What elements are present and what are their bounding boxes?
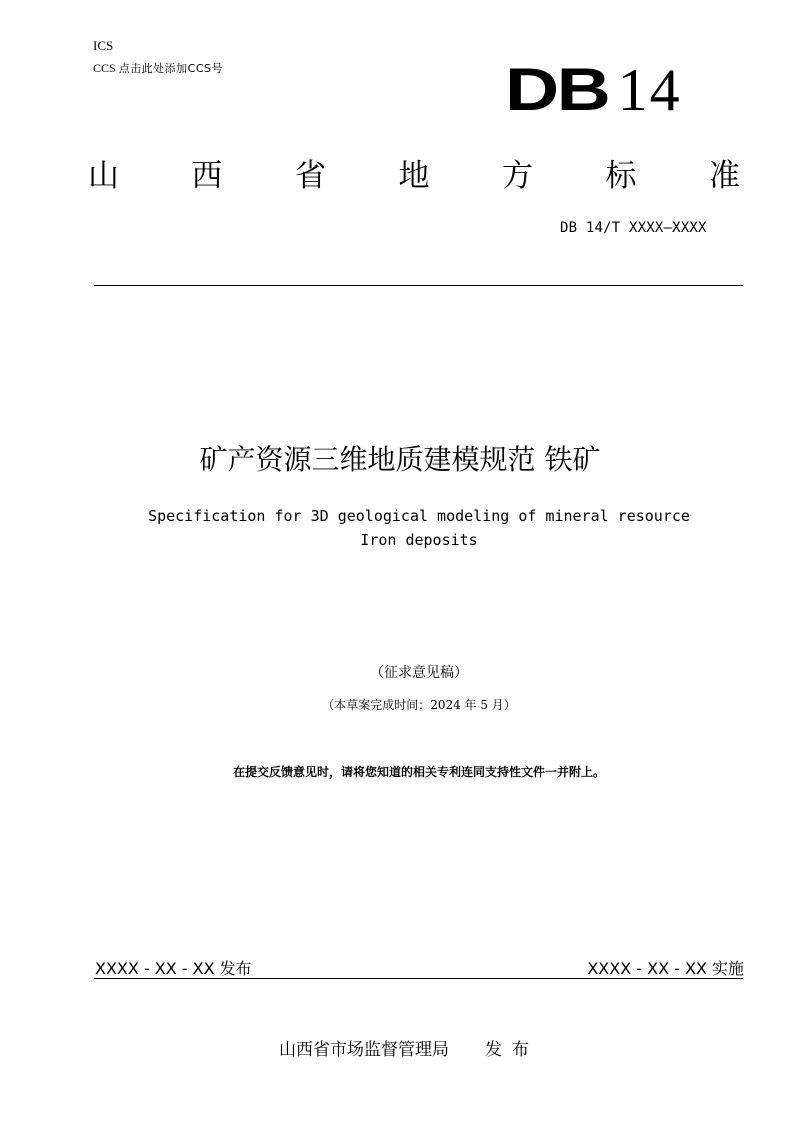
standard-title-char: 方 bbox=[502, 158, 533, 194]
standard-title-char: 山 bbox=[88, 158, 119, 194]
top-divider bbox=[94, 285, 743, 286]
standard-code: DB 14/T XXXX—XXXX bbox=[560, 220, 707, 236]
db14-logo bbox=[505, 56, 682, 123]
document-title-zh: 矿产资源三维地质建模规范 铁矿 bbox=[199, 443, 601, 476]
document-title-en-line2: Iron deposits bbox=[360, 531, 478, 549]
standard-title-char: 省 bbox=[295, 158, 326, 194]
publish-date: XXXX - XX - XX 发布 bbox=[95, 959, 252, 978]
standard-title bbox=[88, 150, 740, 195]
issuer-line bbox=[0, 1035, 800, 1060]
logo-number: 14 bbox=[617, 57, 682, 123]
draft-label: （征求意见稿） bbox=[370, 665, 468, 681]
bottom-divider bbox=[94, 978, 743, 979]
patent-notice: 在提交反馈意见时，请将您知道的相关专利连同支持性文件一并附上。 bbox=[232, 765, 605, 779]
draft-completion-time: （本草案完成时间：2024 年 5 月） bbox=[322, 698, 516, 712]
ccs-line bbox=[93, 60, 223, 76]
implement-date: XXXX - XX - XX 实施 bbox=[587, 959, 744, 978]
issuer-verb: 发布 bbox=[485, 1040, 539, 1060]
logo-db: DB bbox=[505, 56, 609, 123]
ccs-label: CCS bbox=[93, 61, 116, 75]
ccs-placeholder[interactable]: 点击此处添加CCS号 bbox=[118, 62, 224, 75]
standard-title-char: 地 bbox=[398, 158, 430, 194]
standard-title-char: 准 bbox=[709, 158, 740, 194]
standard-title-char: 标 bbox=[605, 158, 637, 194]
standard-title-char: 西 bbox=[191, 158, 223, 194]
issuer-name: 山西省市场监督管理局 bbox=[279, 1040, 449, 1060]
document-title-en-line1: Specification for 3D geological modeling of mineral resource bbox=[148, 507, 690, 525]
ics-label: ICS bbox=[93, 38, 114, 53]
